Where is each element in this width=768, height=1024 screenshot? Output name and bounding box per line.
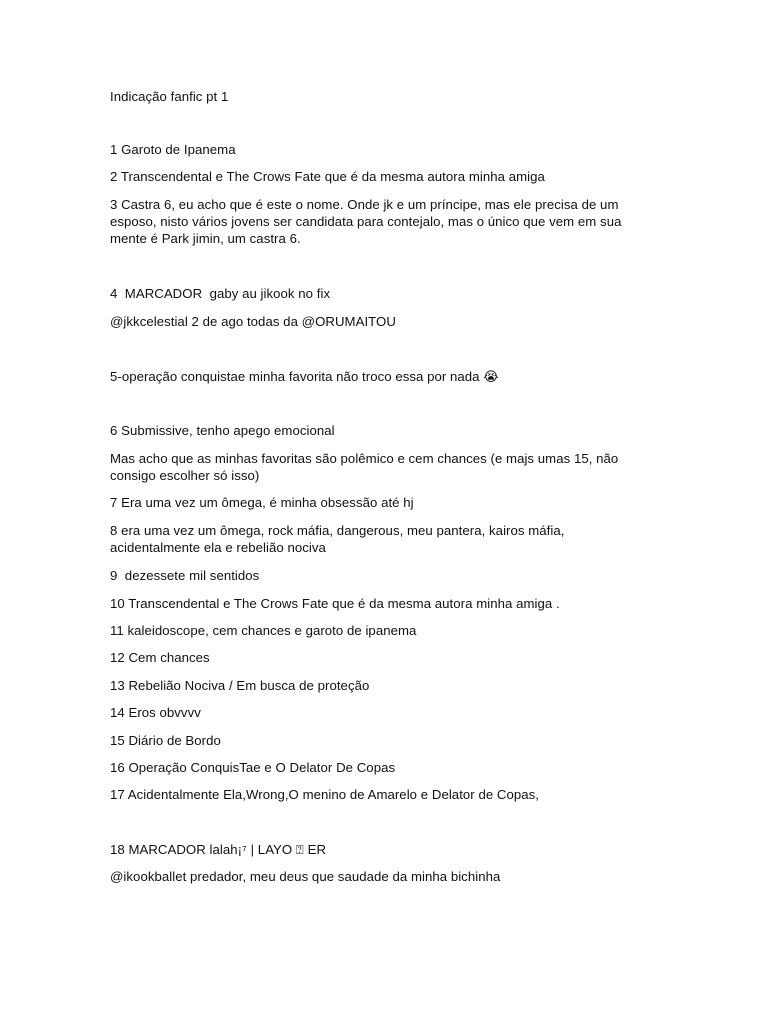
list-item: 2 Transcendental e The Crows Fate que é da mesma autora minha amiga — [110, 169, 545, 184]
list-item: 14 Eros obvvvv — [110, 705, 201, 720]
list-item: 9 dezessete mil sentidos — [110, 568, 260, 583]
list-item: @jkkcelestial 2 de ago todas da @ORUMAITOU — [110, 314, 396, 329]
list-item: 10 Transcendental e The Crows Fate que é da mesma autora minha amiga . — [110, 596, 560, 611]
list-item: 3 Castra 6, eu acho que é este o nome. Onde jk e um príncipe, mas ele precisa de um esposo, nisto vários jovens ser candidata para contejalo, mas o único que vem em sua mente é Park jimin, um castra 6. — [110, 197, 626, 246]
list-item: 13 Rebelião Nociva / Em busca de proteção — [110, 678, 370, 693]
list-item: 18 MARCADOR lalah¡⁷ | LAYO ⍰ ER — [110, 842, 327, 857]
list-item: 8 era uma vez um ômega, rock máfia, dangerous, meu pantera, kairos máfia, acidentalmente ela e rebelião nociva — [110, 523, 569, 555]
list-item: 17 Acidentalmente Ela,Wrong,O menino de Amarelo e Delator de Copas, — [110, 787, 540, 802]
list-item: Mas acho que as minhas favoritas são polêmico e cem chances (e majs umas 15, não consigo escolher só isso) — [110, 451, 623, 483]
list-item: @ikookballet predador, meu deus que saudade da minha bichinha — [110, 869, 501, 884]
list-item: 7 Era uma vez um ômega, é minha obsessão até hj — [110, 495, 414, 510]
list-item: 16 Operação ConquisTae e O Delator De Copas — [110, 760, 396, 775]
list-item: 15 Diário de Bordo — [110, 733, 221, 748]
list-item: 1 Garoto de Ipanema — [110, 142, 236, 157]
list-item: 11 kaleidoscope, cem chances e garoto de ipanema — [110, 623, 417, 638]
document-title: Indicação fanfic pt 1 — [110, 89, 229, 104]
list-item: 6 Submissive, tenho apego emocional — [110, 423, 335, 438]
list-item: 4 MARCADOR gaby au jikook no fix — [110, 286, 331, 301]
list-item: 12 Cem chances — [110, 650, 210, 665]
list-item: 5-operação conquistae minha favorita não troco essa por nada 😭 — [110, 369, 499, 384]
